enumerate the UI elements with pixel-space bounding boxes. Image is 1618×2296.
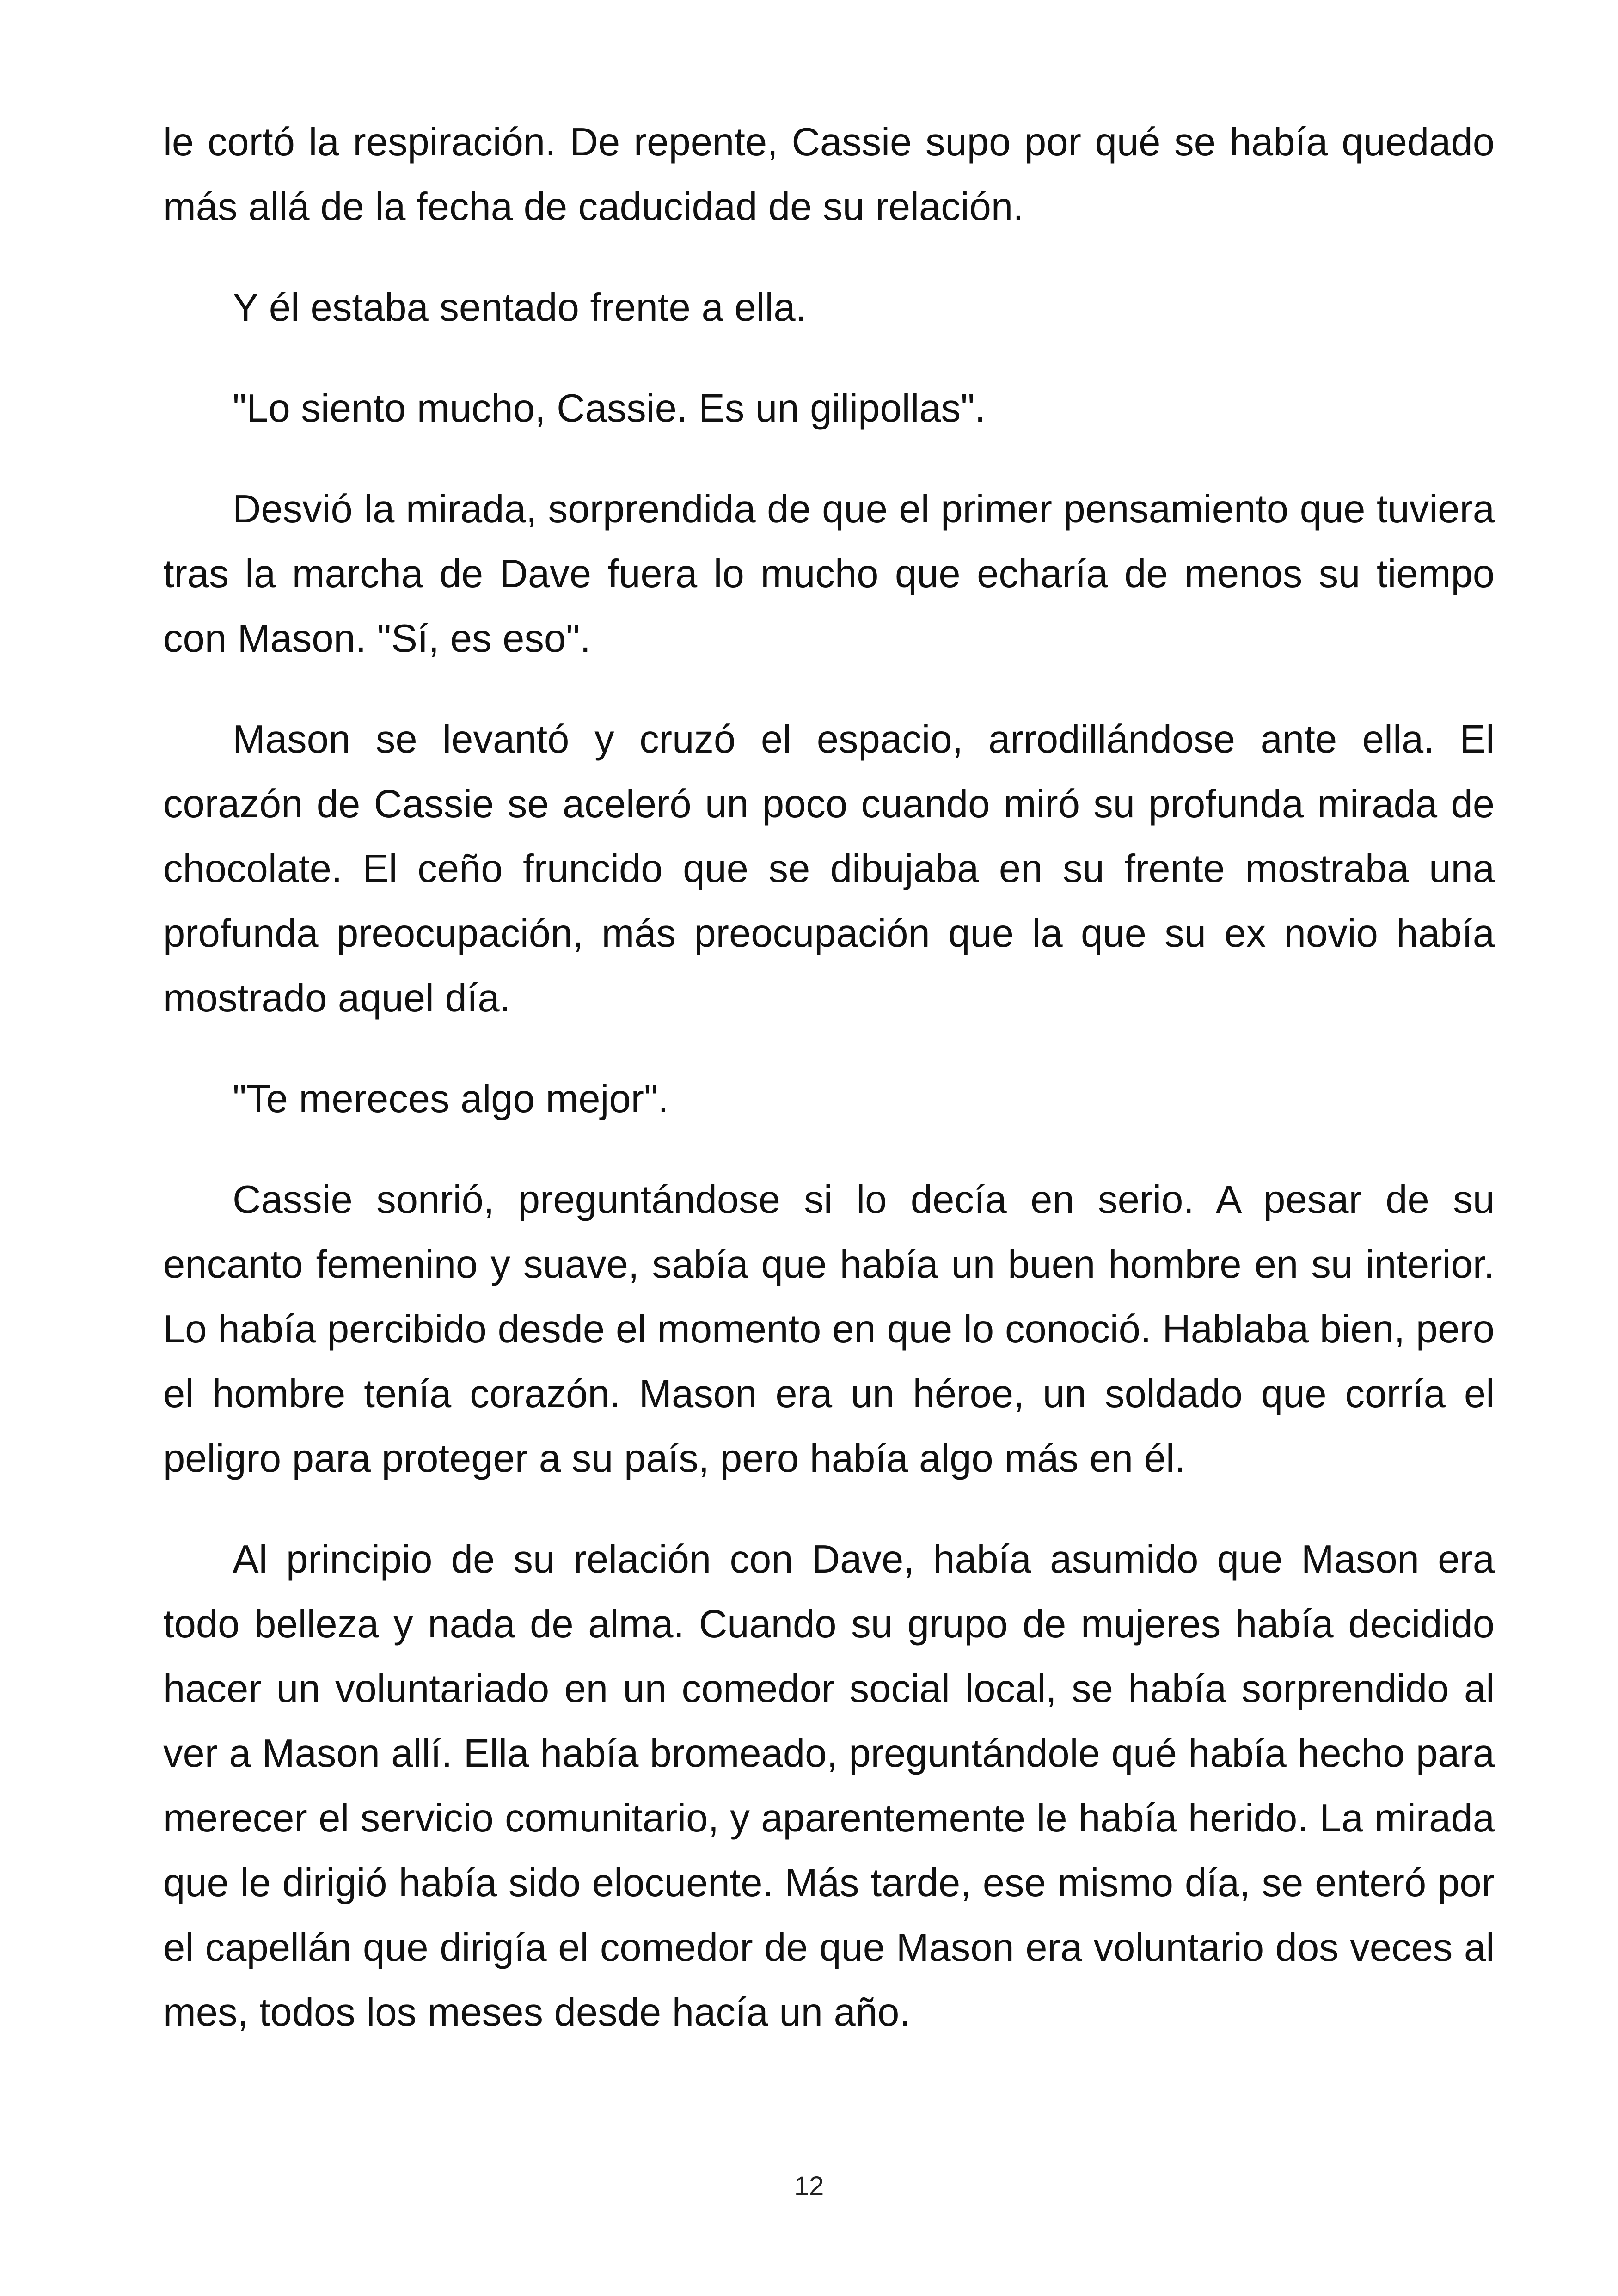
- paragraph-5: Mason se levantó y cruzó el espacio, arrodillándose ante ella. El corazón de Cassie se aceleró un poco cuando miró su profunda mirada de chocolate. El ceño fruncido que se dibujaba en su frente mostraba una profunda preocupación, más preocupación que la que su ex novio había mostrado aquel día.: [163, 717, 1495, 1020]
- page-number: 12: [794, 2171, 824, 2201]
- paragraph-2: Y él estaba sentado frente a ella.: [233, 286, 807, 330]
- paragraph-4: Desvió la mirada, sorprendida de que el primer pensamiento que tuviera tras la marcha de Dave fuera lo mucho que echaría de menos su tiempo con Mason. "Sí, es eso".: [163, 487, 1495, 661]
- body-text: [163, 110, 1495, 2081]
- paragraph-6: "Te mereces algo mejor".: [233, 1077, 669, 1121]
- paragraph-3: "Lo siento mucho, Cassie. Es un gilipollas".: [233, 386, 986, 430]
- paragraph-7: Cassie sonrió, preguntándose si lo decía en serio. A pesar de su encanto femenino y suave, sabía que había un buen hombre en su interior. Lo había percibido desde el momento en que lo conoció. Hablaba bien, pero el hombre tenía corazón. Mason era un héroe, un soldado que corría el peligro para proteger a su país, pero había algo más en él.: [163, 1178, 1495, 1481]
- paragraph-1: le cortó la respiración. De repente, Cassie supo por qué se había quedado más allá de la fecha de caducidad de su relación.: [163, 120, 1495, 229]
- paragraph-8: Al principio de su relación con Dave, había asumido que Mason era todo belleza y nada de alma. Cuando su grupo de mujeres había decidido hacer un voluntariado en un comedor social local, se había sorprendido al ver a Mason allí. Ella había bromeado, preguntándole qué había hecho para merecer el servicio comunitario, y aparentemente le había herido. La mirada que le dirigió había sido elocuente. Más tarde, ese mismo día, se enteró por el capellán que dirigía el comedor de que Mason era voluntario dos veces al mes, todos los meses desde hacía un año.: [163, 1537, 1495, 2034]
